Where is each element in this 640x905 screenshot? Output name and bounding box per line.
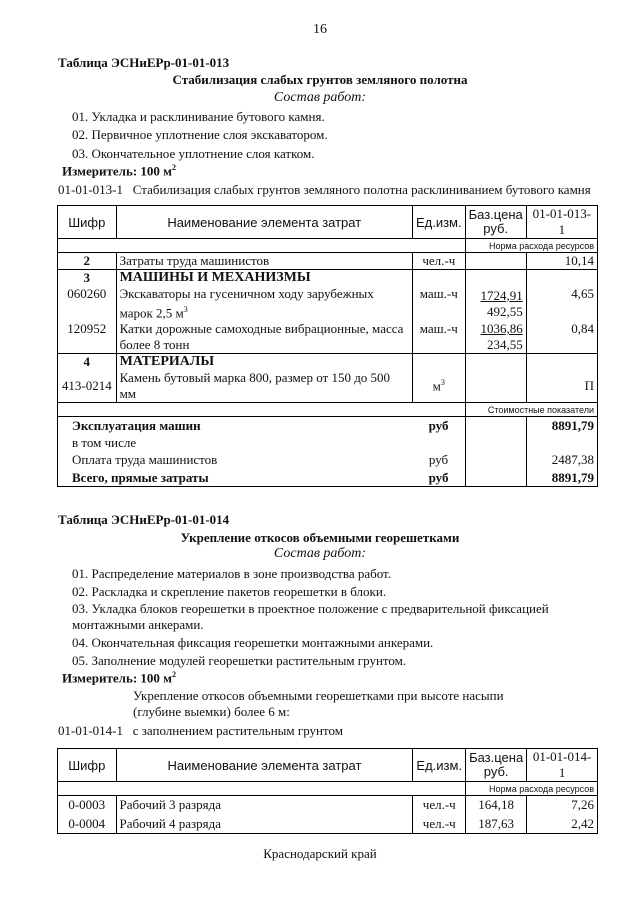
work-item: 02. Первичное уплотнение слоя экскаватором. [72, 127, 328, 142]
cost-caption: Стоимостные показатели [465, 403, 597, 417]
col-header-code: Шифр [58, 206, 117, 239]
table-row: в том числе [58, 435, 598, 451]
item-code-013: 01-01-013-1 Стабилизация слабых грунтов земляного полотна расклиниванием бутового камня [58, 182, 591, 197]
col-header-norm: 01-01-013-1 [526, 206, 597, 239]
table-row: 413-0214 Камень бутовый марка 800, размер от 150 до 500 мм $м^3$ П [58, 370, 598, 403]
work-composition-label-013: Состав работ: [273, 90, 367, 105]
table-row: Всего, прямые затраты руб 8891,79 [58, 469, 598, 487]
table-row: 4 МАТЕРИАЛЫ [58, 354, 598, 371]
table-title-014: Таблица ЭСНиЕРр-01-01-014 [58, 512, 230, 527]
group-description-014: Укрепление откосов объемными георешетками при высоте насыпи (глубине выемки) более 6 м: [133, 688, 504, 719]
work-composition-label-014: Состав работ: [273, 546, 367, 561]
work-item: 03. Окончательное уплотнение слоя катком. [72, 146, 315, 161]
table-row: 120952 Катки дорожные самоходные вибрационные, масса более 8 тонн маш.-ч 1036,86 234,55 0,84 [58, 321, 598, 354]
norm-caption: Норма расхода ресурсов [465, 239, 597, 253]
resource-table-014 [57, 748, 598, 834]
table-row: 3 МАШИНЫ И МЕХАНИЗМЫ [58, 270, 598, 287]
col-header-price: Баз.цена руб. [465, 206, 526, 239]
item-code-014: 01-01-014-1 с заполнением растительным грунтом [58, 723, 343, 738]
table-row: 0-0004 Рабочий 4 разряда чел.-ч 187,63 2,42 [58, 815, 598, 834]
col-header-code: Шифр [58, 749, 117, 782]
table-row: Эксплуатация машин руб 8891,79 [58, 417, 598, 435]
table-title-013: Таблица ЭСНиЕРр-01-01-013 [58, 55, 230, 70]
work-item: 01. Распределение материалов в зоне производства работ. [72, 566, 392, 581]
measure-unit-014: Измеритель: 100 $м^2$ [62, 670, 177, 686]
table-row: 0-0003 Рабочий 3 разряда чел.-ч 164,18 7,26 [58, 796, 598, 815]
work-item: 01. Укладка и расклинивание бутового камня. [72, 109, 325, 124]
section-heading-014: Укрепление откосов объемными георешетками [180, 530, 460, 545]
work-item: 02. Раскладка и скрепление пакетов георешетки в блоки. [72, 584, 387, 599]
col-header-price: Баз.цена руб. [466, 749, 527, 782]
footer-region: Краснодарский край [263, 846, 377, 861]
measure-unit-013: Измеритель: 100 $м^2$ [62, 163, 177, 179]
col-header-name: Наименование элемента затрат [116, 749, 413, 782]
col-header-unit: Ед.изм. [413, 749, 466, 782]
work-item: 04. Окончательная фиксация георешетки монтажными анкерами. [72, 635, 434, 650]
norm-caption: Норма расхода ресурсов [466, 782, 598, 796]
col-header-unit: Ед.изм. [412, 206, 465, 239]
table-row: Оплата труда машинистов руб 2487,38 [58, 451, 598, 469]
work-item: 03. Укладка блоков георешетки в проектное положение с предварительной фиксацией монтажными анкерами. [72, 601, 549, 632]
section-heading-013: Стабилизация слабых грунтов земляного полотна [172, 72, 468, 87]
table-row: 2 Затраты труда машинистов чел.-ч 10,14 [58, 253, 598, 270]
work-item: 05. Заполнение модулей георешетки растительным грунтом. [72, 653, 407, 668]
col-header-name: Наименование элемента затрат [116, 206, 412, 239]
page-number: 16 [313, 22, 327, 37]
table-row: 060260 Экскаваторы на гусеничном ходу зарубежных марок 2,5 $м^3$ маш.-ч 1724,91 492,55 4,65 [58, 286, 598, 321]
resource-table-013 [57, 205, 598, 487]
col-header-norm: 01-01-014-1 [527, 749, 598, 782]
